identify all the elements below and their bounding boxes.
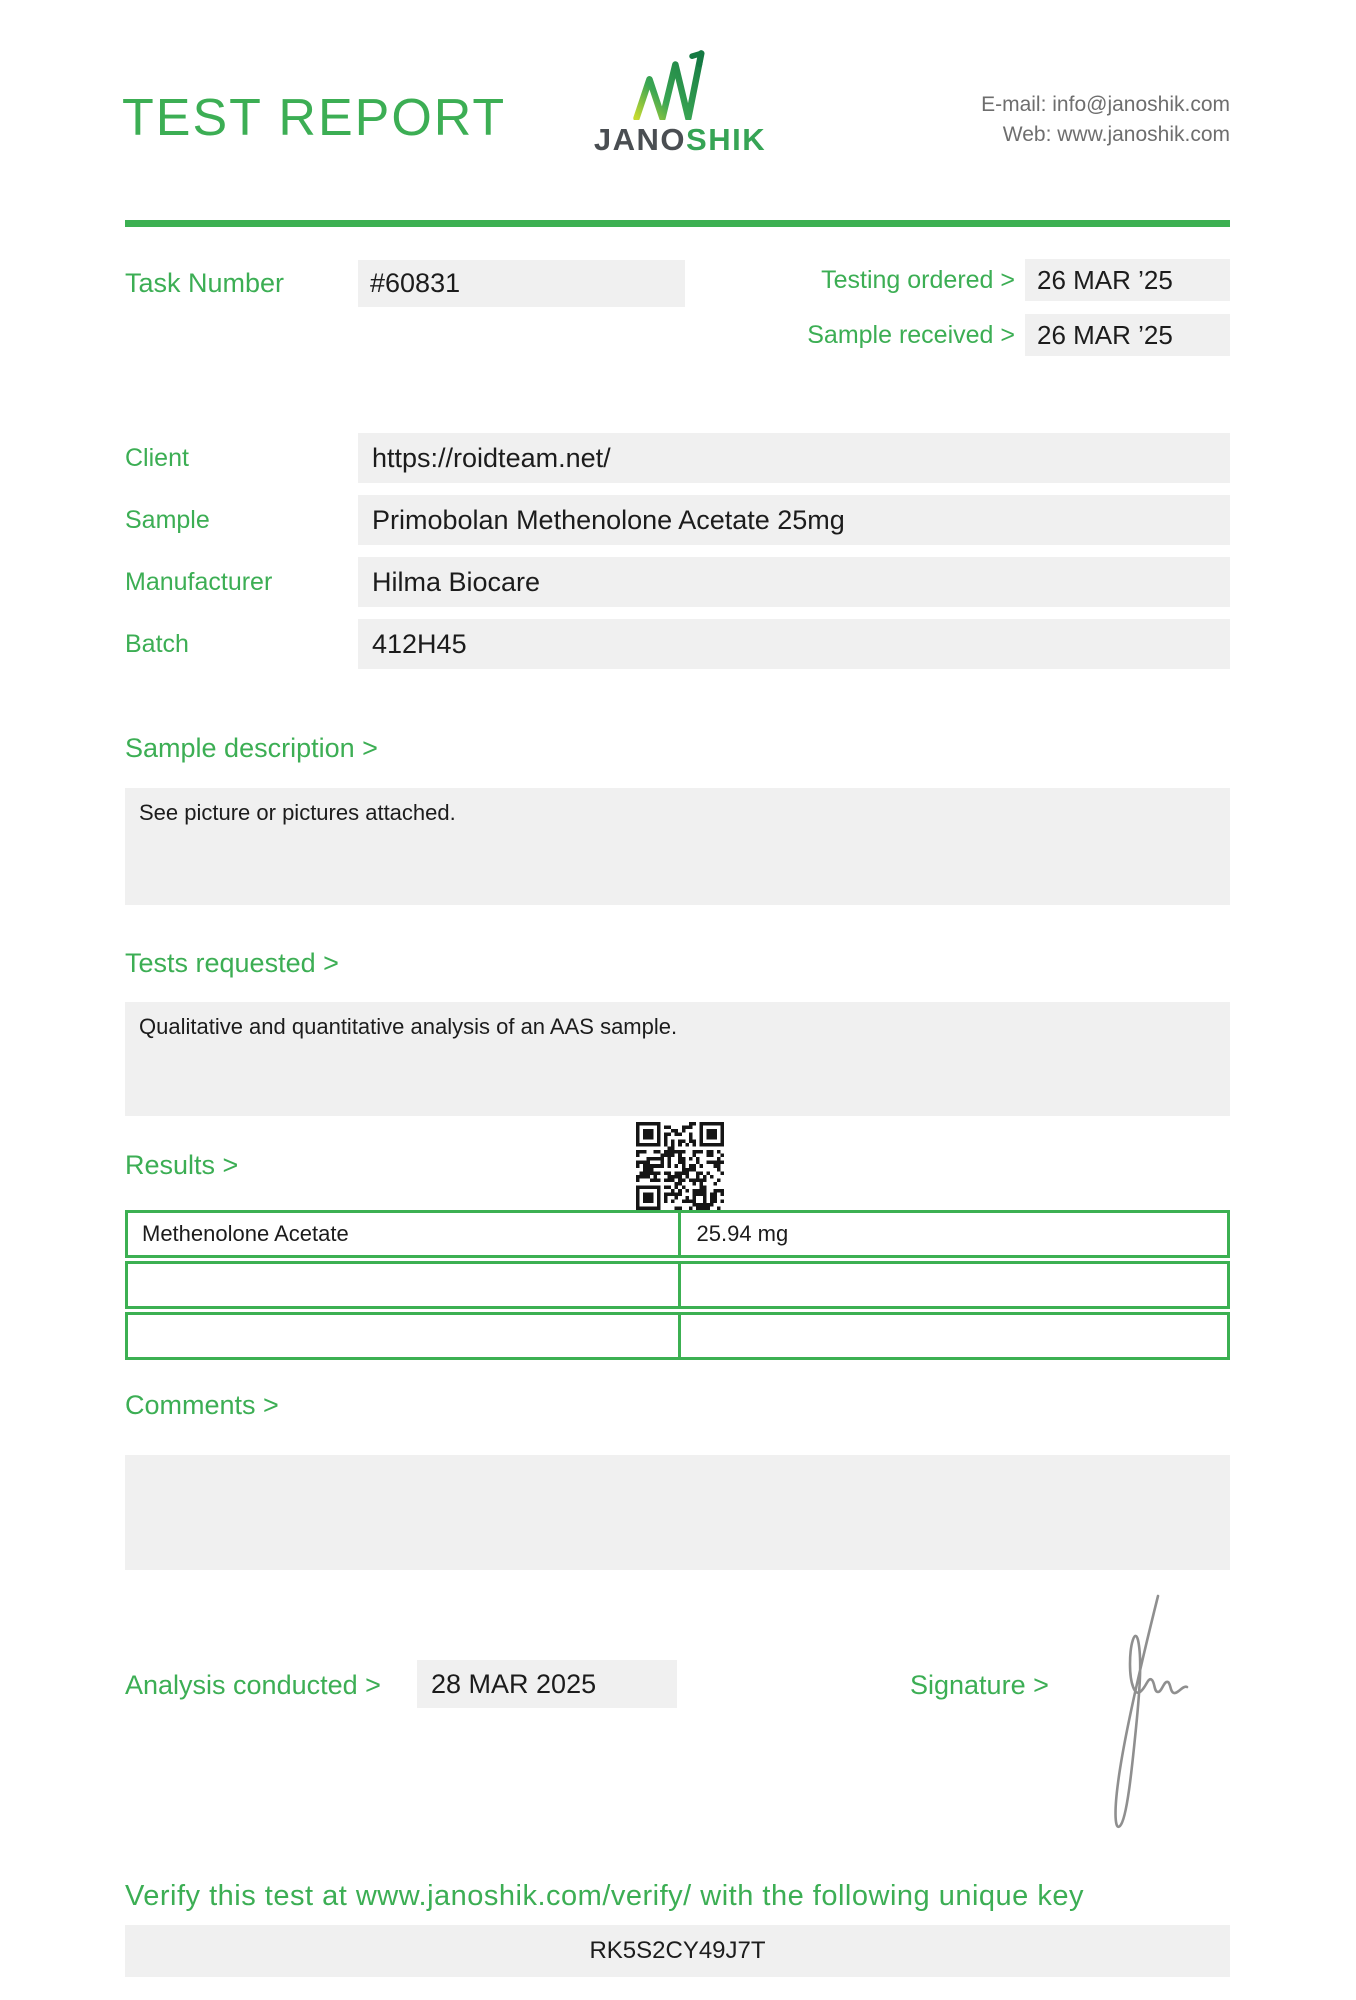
client-label: Client	[125, 444, 189, 472]
sample-label: Sample	[125, 506, 210, 534]
tests-requested-heading: Tests requested >	[125, 948, 339, 978]
sample-received-value: 26 MAR ’25	[1025, 314, 1230, 356]
task-number-label: Task Number	[125, 268, 285, 298]
table-cell-result	[678, 1264, 1228, 1306]
sample-description-text: See picture or pictures attached.	[139, 800, 456, 825]
table-cell-result: 25.94 mg	[678, 1213, 1228, 1255]
table-cell-analyte: Methenolone Acetate	[142, 1221, 349, 1246]
manufacturer-label: Manufacturer	[125, 568, 273, 596]
table-cell-result	[678, 1315, 1228, 1357]
sample-description-heading: Sample description >	[125, 733, 378, 763]
results-heading: Results >	[125, 1150, 239, 1180]
signature-label: Signature >	[910, 1670, 1049, 1700]
table-cell-analyte	[128, 1264, 678, 1306]
tests-requested-text: Qualitative and quantitative analysis of an AAS sample.	[139, 1014, 678, 1039]
verify-key: RK5S2CY49J7T	[125, 1925, 1230, 1977]
manufacturer-value: Hilma Biocare	[358, 557, 1230, 607]
analysis-conducted-label: Analysis conducted >	[125, 1670, 381, 1700]
batch-label: Batch	[125, 630, 189, 658]
signature	[1080, 1588, 1200, 1838]
verify-instruction: Verify this test at www.janoshik.com/verify/ with the following unique key	[125, 1880, 1084, 1912]
tests-requested-box	[125, 1002, 1230, 1116]
comments-box	[125, 1455, 1230, 1570]
janoshik-logo	[560, 46, 800, 158]
sample-value: Primobolan Methenolone Acetate 25mg	[358, 495, 1230, 545]
analysis-date-value: 28 MAR 2025	[417, 1660, 677, 1708]
sample-description-box	[125, 788, 1230, 905]
comments-heading: Comments >	[125, 1390, 279, 1420]
logo-text-green: SHIK	[686, 122, 767, 157]
results-table	[125, 1210, 1230, 1363]
client-value: https://roidteam.net/	[358, 433, 1230, 483]
testing-ordered-label: Testing ordered >	[821, 266, 1015, 294]
task-number-value: #60831	[358, 260, 685, 307]
page-title: TEST REPORT	[122, 89, 507, 147]
contact-info	[981, 90, 1230, 150]
contact-web: Web: www.janoshik.com	[1002, 123, 1230, 146]
logo-text-dark: JANO	[593, 122, 687, 157]
contact-email: E-mail: info@janoshik.com	[981, 93, 1230, 116]
header-divider	[125, 220, 1230, 227]
table-row	[125, 1312, 1230, 1360]
table-row	[125, 1210, 1230, 1258]
testing-ordered-value: 26 MAR ’25	[1025, 259, 1230, 301]
chart-peaks-icon	[628, 46, 732, 120]
batch-value: 412H45	[358, 619, 1230, 669]
sample-received-label: Sample received >	[807, 321, 1015, 349]
qr-code	[636, 1122, 724, 1210]
table-cell-analyte	[128, 1315, 678, 1357]
table-row	[125, 1261, 1230, 1309]
logo-wordmark	[560, 122, 800, 158]
